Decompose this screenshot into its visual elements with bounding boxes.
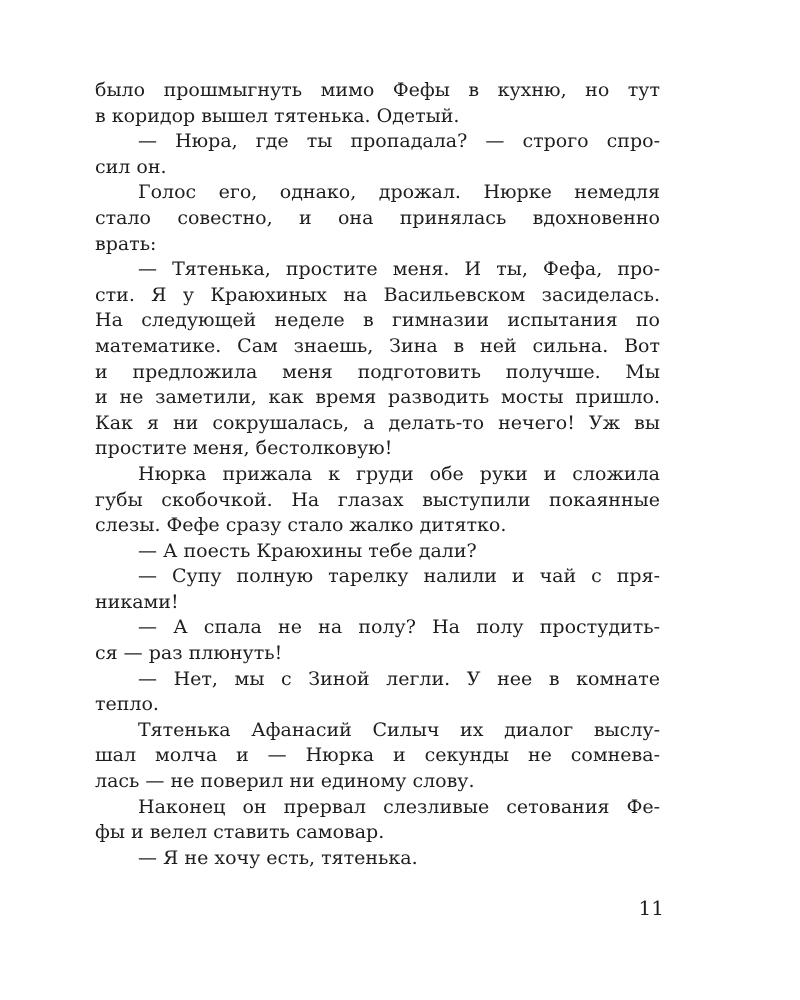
text-line: ся — раз плюнуть!: [95, 642, 283, 665]
text-line: фы и велел ставить самовар.: [95, 821, 385, 844]
text-line: в коридор вышел тятенька. Одетый.: [95, 104, 460, 127]
page-body-text: [95, 78, 660, 871]
text-line: сил он.: [95, 155, 167, 178]
text-line: — Нет, мы с Зиной легли. У нее в комнате: [138, 667, 660, 690]
text-line: — Супу полную тарелку налили и чай с пря-: [138, 565, 660, 588]
text-line: математике. Сам знаешь, Зина в ней сильна. Вот: [95, 334, 660, 357]
text-line: Тятенька Афанасий Силыч их диалог выслу-: [138, 718, 660, 741]
text-line: слезы. Фефе сразу стало жалко дитятко.: [95, 514, 507, 537]
page-number: 11: [638, 896, 664, 920]
text-line: — Нюра, где ты пропадала? — строго спро-: [138, 130, 660, 153]
text-line: лась — не поверил ни единому слову.: [95, 770, 475, 793]
text-line: стало совестно, и она принялась вдохновенно: [95, 206, 660, 229]
text-line: простите меня, бестолковую!: [95, 437, 393, 460]
text-line: губы скобочкой. На глазах выступили покаянные: [95, 488, 660, 511]
text-line: шал молча и — Нюрка и секунды не сомнева-: [95, 744, 660, 767]
text-line: — Я не хочу есть, тятенька.: [138, 846, 418, 869]
text-line: сти. Я у Краюхиных на Васильевском засиделась.: [95, 283, 660, 306]
text-line: — Тятенька, простите меня. И ты, Фефа, про-: [138, 258, 660, 281]
text-line: Нюрка прижала к груди обе руки и сложила: [138, 462, 660, 485]
text-line: На следующей неделе в гимназии испытания по: [95, 309, 660, 332]
text-line: и предложила меня подготовить получше. Мы: [95, 360, 660, 383]
text-line: и не заметили, как время разводить мосты пришло.: [95, 386, 660, 409]
text-line: Как я ни сокрушалась, а делать-то нечего! Уж вы: [95, 411, 660, 434]
text-line: — А поесть Краюхины тебе дали?: [138, 539, 477, 562]
text-line: тепло.: [95, 693, 159, 716]
text-line: было прошмыгнуть мимо Фефы в кухню, но тут: [95, 79, 660, 101]
text-line: никами!: [95, 590, 179, 613]
text-line: врать:: [95, 232, 157, 255]
text-line: Наконец он прервал слезливые сетования Фе-: [138, 795, 660, 818]
text-line: Голос его, однако, дрожал. Нюрке немедля: [138, 181, 660, 204]
text-line: — А спала не на полу? На полу простудить-: [138, 616, 660, 639]
